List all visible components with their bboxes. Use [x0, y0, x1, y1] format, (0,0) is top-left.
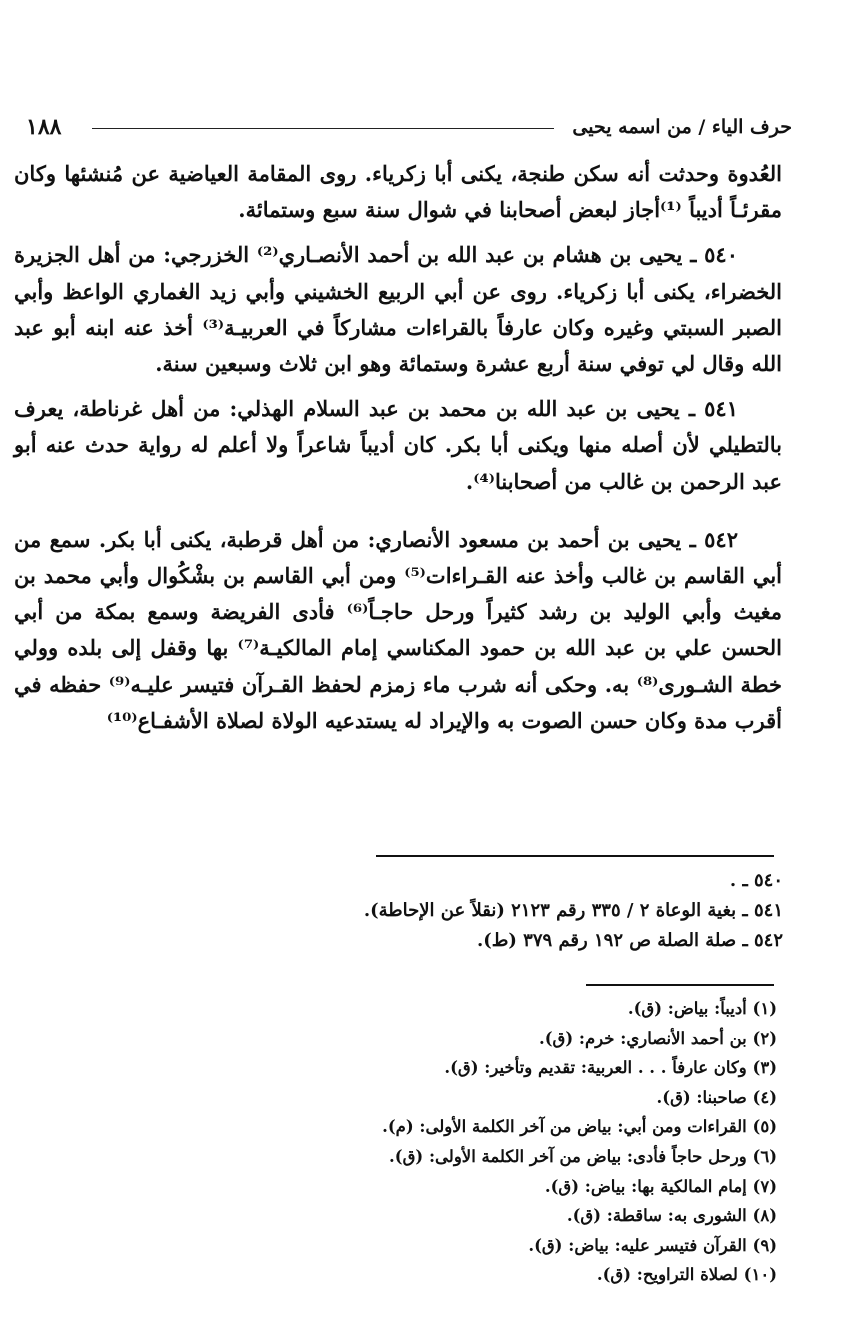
footnote: (٩) القرآن فتيسر عليه: بياض: (ق).: [528, 1235, 777, 1255]
footnote: (٣) وكان عارفاً . . . العربية: تقديم وتأخير: (ق).: [444, 1058, 777, 1078]
source-ref-541: ٥٤١ ـ بغية الوعاة ٢ / ٣٣٥ رقم ٢١٢٣ (نقلاً عن الإحاطة).: [363, 900, 783, 921]
paragraph-continuation: العُدوة وحدثت أنه سكن طنجة، يكنى أبا زكرياء. روى المقامة العياضية عن مُنشئها وكان مقرئـاً أديباً ⁽¹⁾أجاز لبعض أصحابنا في شوال سنة سبع وستمائة.: [14, 161, 782, 223]
source-ref-542: ٥٤٢ ـ صلة الصلة ص ١٩٢ رقم ٣٧٩ (ط).: [476, 930, 783, 951]
footnote: (١٠) لصلاة التراويح: (ق).: [596, 1265, 777, 1285]
entry-540: ٥٤٠ ـ يحيى بن هشام بن عبد الله بن أحمد الأنصـاري⁽²⁾ الخزرجي: من أهل الجزيرة الخضراء، يكنى أبا زكرياء. روى عن أبي الربيع الخشيني وأبي زيد الغماري الواعظ وأبي الصبر السبتي وغيره وكان عارفاً بالقراءات مشاركاً في العربيـة⁽³⁾ أخذ عنه ابنه أبو عبد الله وقال لي توفي سنة أربع عشرة وستمائة وهو ابن ثلاث وسبعين سنة.: [14, 242, 782, 377]
source-ref-540: ٥٤٠ ـ .: [729, 870, 783, 891]
footnote: (٦) ورحل حاجاً فأدى: بياض من آخر الكلمة الأولى: (ق).: [389, 1146, 777, 1166]
footnote: (٨) الشورى به: ساقطة: (ق).: [566, 1206, 777, 1226]
entry-542: ٥٤٢ ـ يحيى بن أحمد بن مسعود الأنصاري: من أهل قرطبة، يكنى أبا بكر. سمع من أبي القاسم بن غالب وأخذ عنه القـراءات⁽⁵⁾ ومن أبي القاسم بن بشْكُوال وأبي محمد بن مغيث وأبي الوليد بن رشد كثيراً ورحل حاجـاً⁽⁶⁾ فأدى الفريضة وسمع بمكة من أبي الحسن علي بن عبد الله بن حمود المكناسي إمام المالكيـة⁽⁷⁾ بها وقفل إلى بلده وولي خطة الشـورى⁽⁸⁾ به. وحكى أنه شرب ماء زمزم لحفظ القـرآن فتيسر عليـه⁽⁹⁾ حفظه في أقرب مدة وكان حسن الصوت به والإيراد له يستدعيه الولاة لصلاة الأشفـاع⁽¹⁰⁾: [14, 526, 783, 733]
footnote: (١) أديباً: بياض: (ق).: [627, 999, 777, 1018]
main-text: [14, 156, 782, 739]
footnote: (٥) القراءات ومن أبي: بياض من آخر الكلمة الأولى: (م).: [382, 1117, 777, 1137]
page-header: [22, 114, 792, 144]
footnotes: [217, 994, 777, 1290]
footnote: (٢) بن أحمد الأنصاري: خرم: (ق).: [538, 1028, 777, 1048]
page-number: ١٨٨: [26, 114, 62, 140]
footnote: (٧) إمام المالكية بها: بياض: (ق).: [544, 1176, 777, 1196]
header-rule: [92, 128, 554, 129]
source-references: [163, 866, 783, 956]
footnote: (٤) صاحبنا: (ق).: [656, 1087, 777, 1107]
sources-separator: [376, 855, 774, 857]
entry-541: ٥٤١ ـ يحيى بن عبد الله بن محمد بن عبد السلام الهذلي: من أهل غرناطة، يعرف بالتطيلي لأن أصله منها ويكنى أبا بكر. كان أديباً شاعراً ولا أعلم له رواية حدث عنه أبو عبد الرحمن بن غالب من أصحابنا⁽⁴⁾.: [14, 396, 782, 494]
footnotes-separator: [586, 984, 774, 986]
running-head: حرف الياء / من اسمه يحيى: [572, 116, 792, 138]
